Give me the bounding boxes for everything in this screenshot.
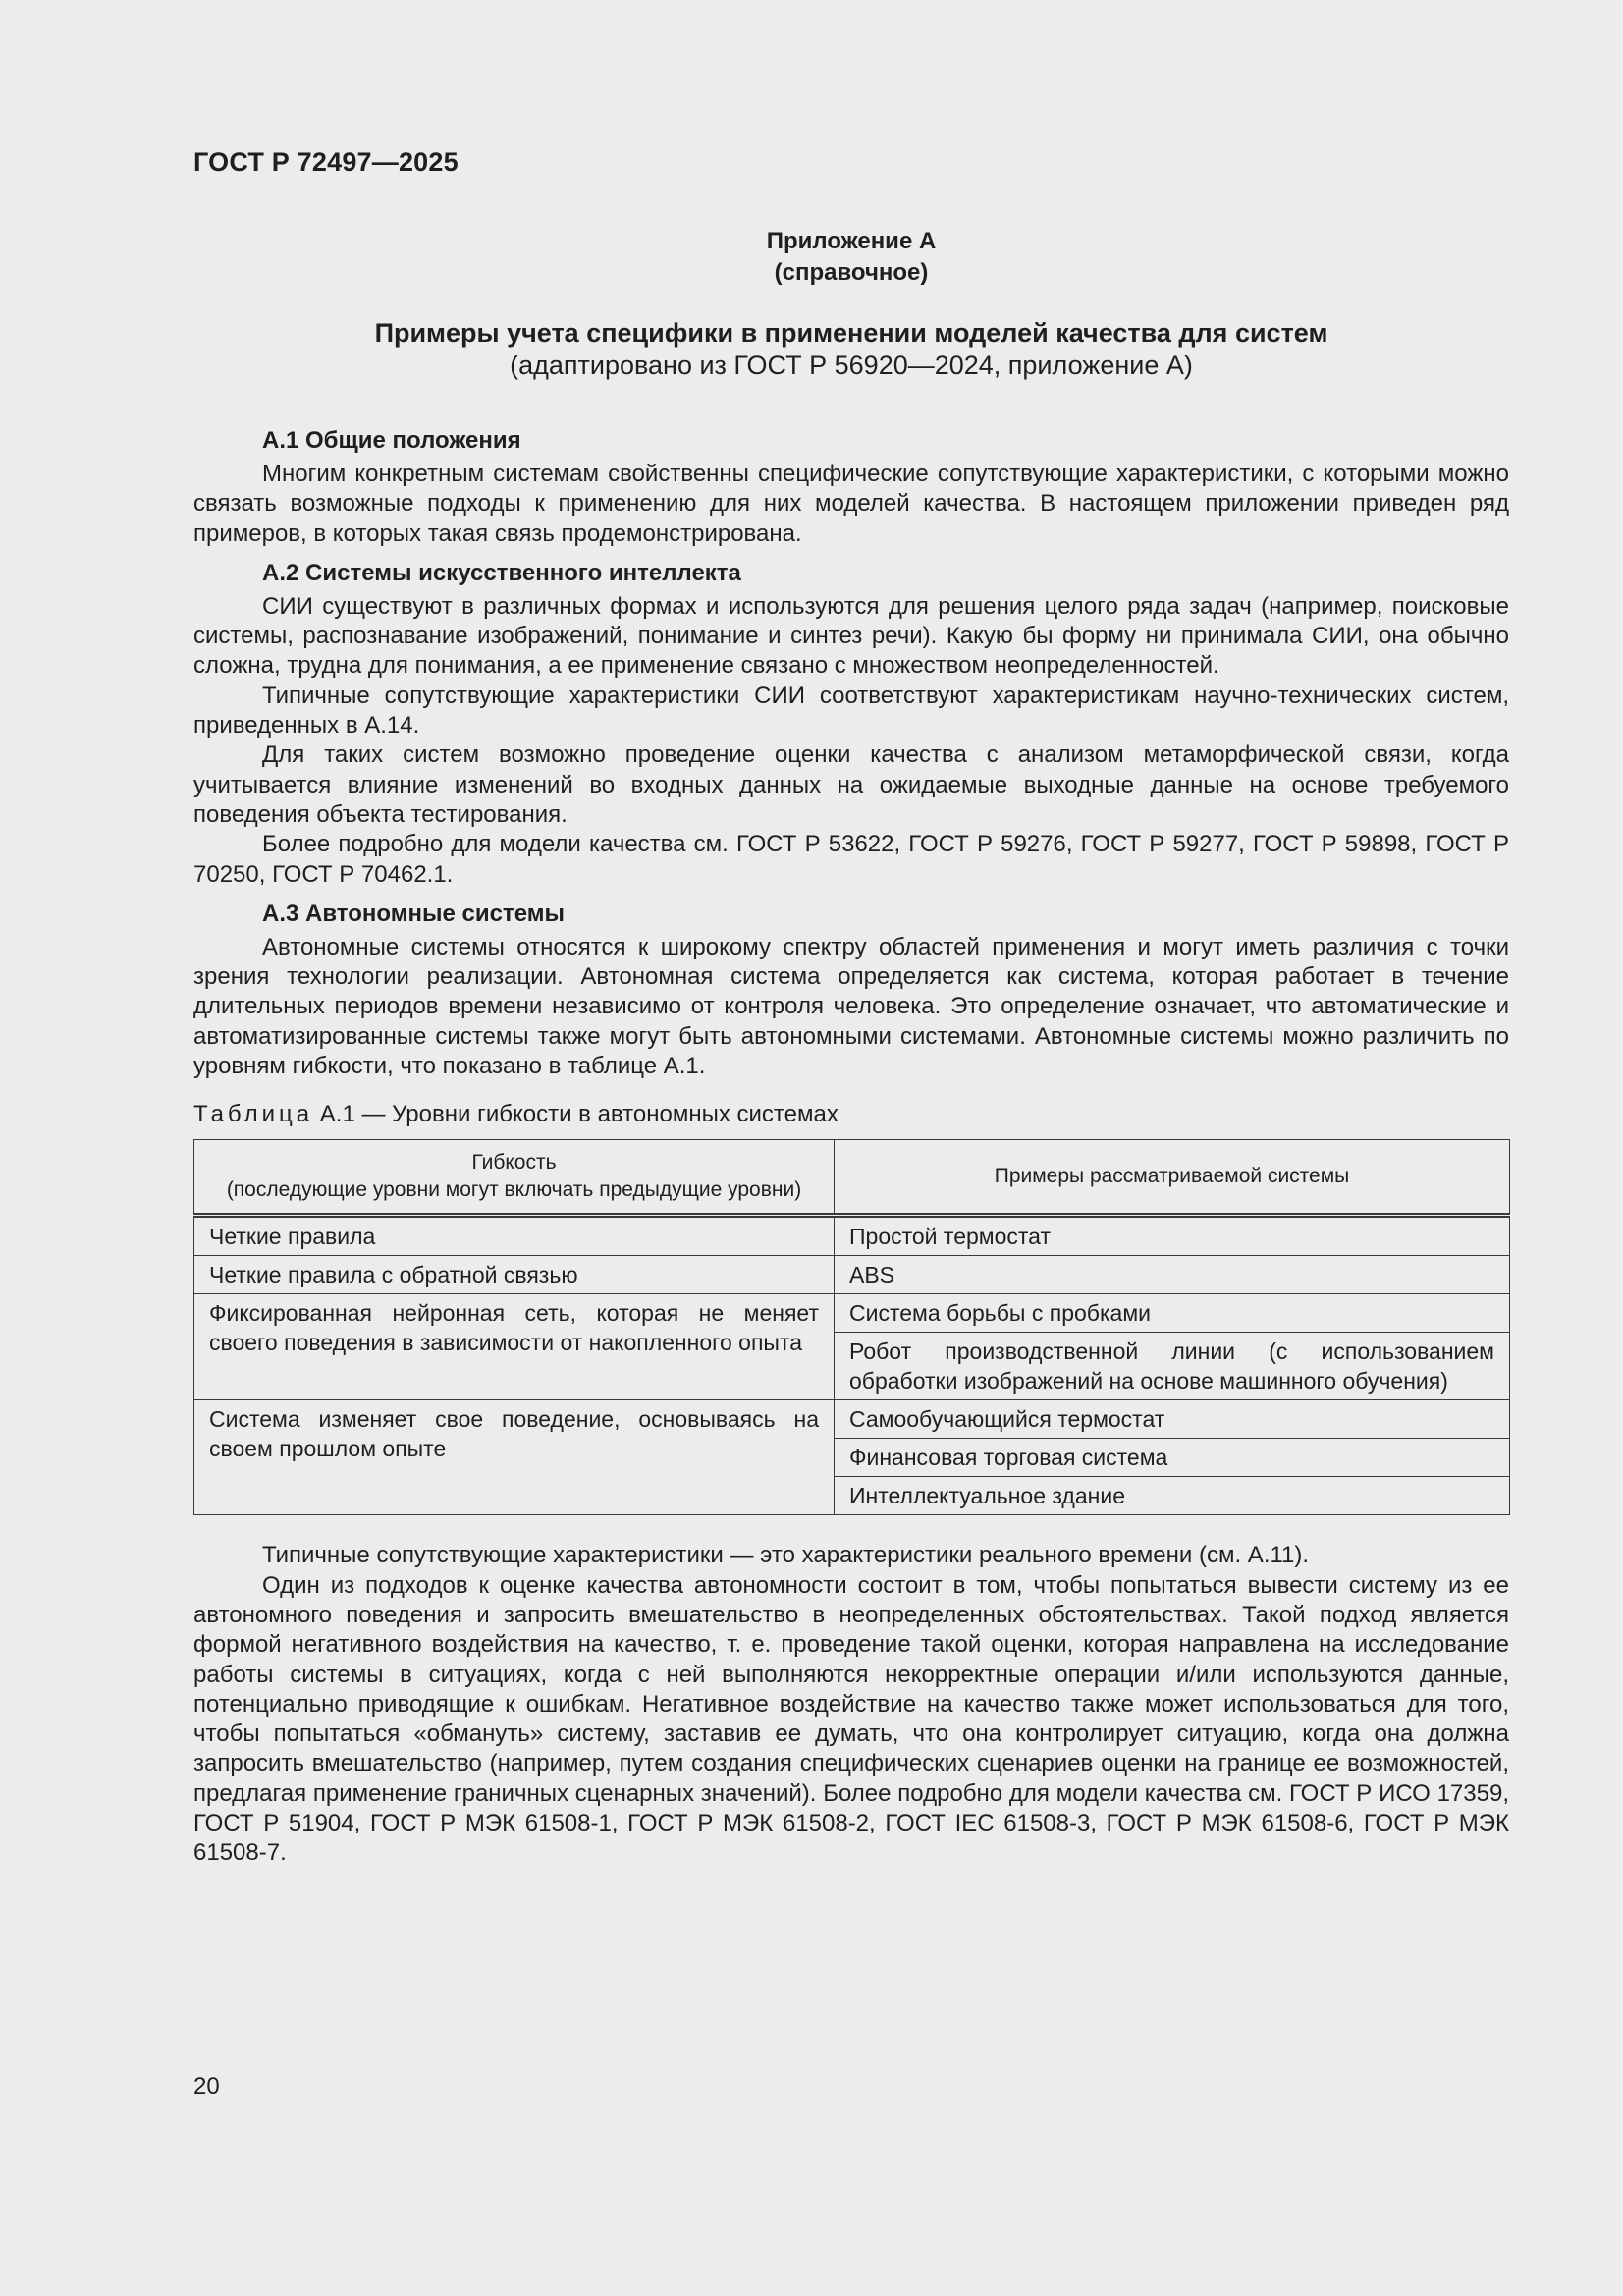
flexibility-levels-table [193, 1139, 1510, 1515]
paragraph: Автономные системы относятся к широкому спектру областей применения и могут иметь различия с точки зрения технологии реализации. Автономная система определяется как система, которая работает в течение длительных периодов времени независимо от контроля человека. Это определение означает, что автоматические и автоматизированные системы также могут быть автономными системами. Автономные системы можно различить по уровням гибкости, что показано в таблице А.1. [193, 933, 1509, 1080]
table-cell-example: Самообучающийся термостат [835, 1400, 1510, 1439]
table-cell-example: Система борьбы с пробками [835, 1294, 1510, 1333]
annex-title: Приложение А [766, 228, 937, 254]
table-cell-level: Фиксированная нейронная сеть, которая не меняет своего поведения в зависимости от накопленного опыта [194, 1294, 835, 1400]
table-header-examples: Примеры рассматриваемой системы [835, 1140, 1510, 1216]
table-caption [193, 1100, 1509, 1129]
paragraph: Многим конкретным системам свойственны специфические сопутствующие характеристики, с которыми можно связать возможные подходы к применению для них моделей качества. В настоящем приложении приведен ряд примеров, в которых такая связь продемонстрирована. [193, 461, 1509, 547]
table-caption-title: А.1 — Уровни гибкости в автономных системах [313, 1101, 839, 1128]
table-header-row [194, 1140, 1510, 1216]
table-row [194, 1256, 1510, 1294]
paragraph: Для таких систем возможно проведение оценки качества с анализом метаморфической связи, когда учитывается влияние изменений во входных данных на ожидаемые выходные данные на основе требуемого поведения объекта тестирования. [193, 741, 1509, 828]
page-number: 20 [193, 2073, 220, 2100]
table-row [194, 1216, 1510, 1256]
document-code: ГОСТ Р 72497—2025 [193, 147, 459, 177]
table-cell-example: Робот производственной линии (с использованием обработки изображений на основе машинного обучения) [835, 1333, 1510, 1400]
table-cell-example: ABS [835, 1256, 1510, 1294]
table-cell-example: Финансовая торговая система [835, 1439, 1510, 1477]
table-cell-example: Интеллектуальное здание [835, 1477, 1510, 1515]
paragraph: Один из подходов к оценке качества автономности состоит в том, чтобы попытаться вывести систему из ее автономного поведения и запросить вмешательство в неопределенных обстоятельствах. Такой подход является формой негативного воздействия на качество, т. е. проведение такой оценки, которая направлена на исследование работы системы в ситуациях, когда с ней выполняются некорректные операции и/или используются данные, потенциально приводящие к ошибкам. Негативное воздействие на качество также может использоваться для того, чтобы попытаться «обмануть» систему, заставив ее думать, что она контролирует ситуацию, когда она должна запросить вмешательство (например, путем создания специфических сценариев оценки на границе ее возможностей, предлагая применение граничных сценарных значений). Более подробно для модели качества см. ГОСТ Р ИСО 17359, ГОСТ Р 51904, ГОСТ Р МЭК 61508-1, ГОСТ Р МЭК 61508-2, ГОСТ IEC 61508-3, ГОСТ Р МЭК 61508-6, ГОСТ Р МЭК 61508-7. [193, 1571, 1509, 1867]
paragraph: Типичные сопутствующие характеристики — это характеристики реального времени (см. А.11). [262, 1542, 1310, 1569]
annex-body [193, 426, 1509, 1869]
annex-type: (справочное) [774, 259, 929, 286]
paragraph: СИИ существуют в различных формах и используются для решения целого ряда задач (например, поисковые системы, распознавание изображений, понимание и синтез речи). Какую бы форму ни принимала СИИ, она обычно сложна, трудна для понимания, а ее применение связано с множеством неопределенностей. [193, 592, 1509, 680]
table-cell-level: Четкие правила с обратной связью [194, 1256, 835, 1294]
table-row [194, 1400, 1510, 1439]
annex-heading [193, 226, 1509, 289]
post-table-text [193, 1541, 1509, 1868]
section-heading-a2: А.2 Системы искусственного интеллекта [262, 559, 741, 586]
table-cell-example: Простой термостат [835, 1216, 1510, 1256]
annex-subject [193, 317, 1509, 382]
annex-subject-source: (адаптировано из ГОСТ Р 56920—2024, приложение А) [510, 351, 1193, 380]
paragraph: Более подробно для модели качества см. ГОСТ Р 53622, ГОСТ Р 59276, ГОСТ Р 59277, ГОСТ Р 59898, ГОСТ Р 70250, ГОСТ Р 70462.1. [193, 831, 1509, 888]
table-header-flexibility: Гибкость (последующие уровни могут включать предыдущие уровни) [194, 1140, 835, 1216]
section-heading-a3: А.3 Автономные системы [262, 900, 565, 927]
section-heading-a1: А.1 Общие положения [262, 427, 521, 454]
table-row [194, 1294, 1510, 1333]
table-cell-level: Четкие правила [194, 1216, 835, 1256]
table-caption-label: Таблица [193, 1101, 314, 1128]
table-cell-level: Система изменяет свое поведение, основываясь на своем прошлом опыте [194, 1400, 835, 1515]
paragraph: Типичные сопутствующие характеристики СИИ соответствуют характеристикам научно-технических систем, приведенных в А.14. [193, 682, 1509, 739]
annex-subject-title: Примеры учета специфики в применении моделей качества для систем [374, 318, 1328, 348]
